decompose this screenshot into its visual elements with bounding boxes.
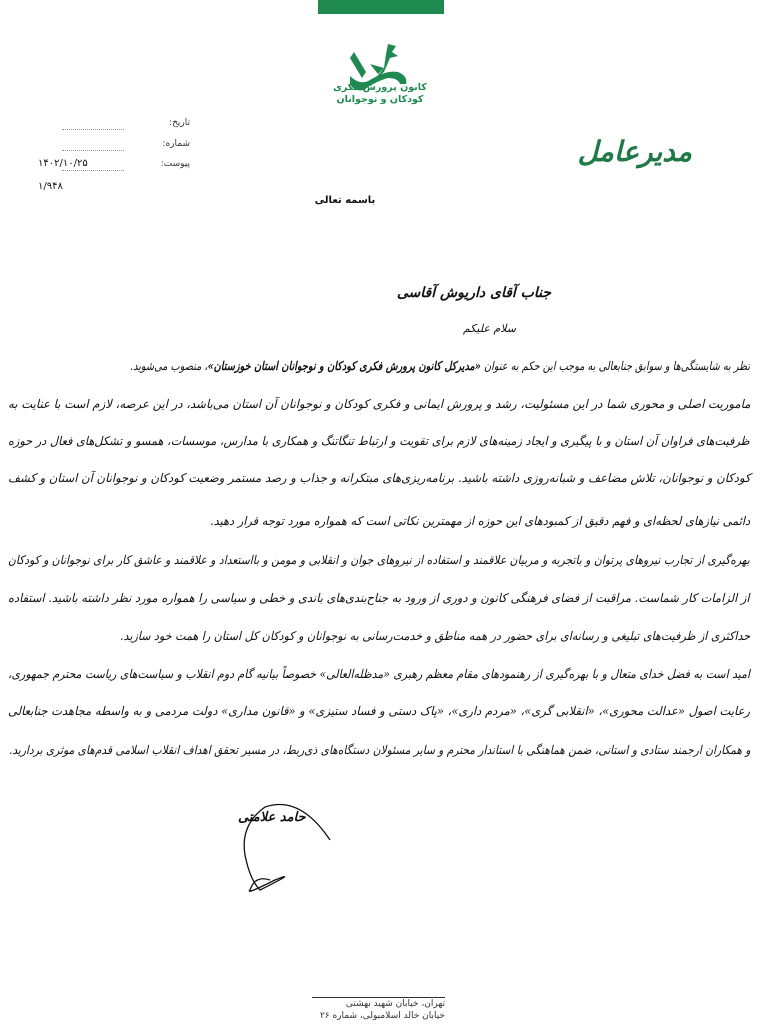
- body-line-10: رعایت اصول «عدالت محوری»، «انقلابی گری»، «مردم داری»، «پاک دستی و فساد ستیزی» و «قانون مداری» دولت مردمی و به واسطه مجاهدت جنابعالی: [8, 704, 750, 718]
- footer-address-line1: تهران، خیابان شهید بهشتی: [345, 999, 445, 1009]
- body-line-11: و همکاران ارجمند ستادی و استانی، ضمن هماهنگی با استاندار محترم و سایر مسئولان دستگاه‌های ذی‌ربط، در مسیر تحقق اهداف انقلاب اسلامی قدم‌های موثری بردارید.: [8, 743, 750, 757]
- date-label: تاریخ:: [169, 118, 190, 128]
- body-line-6: بهره‌گیری از تجارب نیروهای پرتوان و باتجربه و مربیان علاقمند و استفاده از نیروهای جوان و انقلابی و مومن و بااستعداد و علاقمند و عاشق کار برای نوجوانان و کودکان: [8, 553, 750, 567]
- org-name-line2: کودکان و نوجوانان: [336, 94, 424, 105]
- organization-name: [330, 82, 430, 106]
- body-line-3: ظرفیت‌های فراوان آن استان و با پیگیری و ایجاد زمینه‌های لازم برای تقویت و ارتباط تنگاتنگ و همکاری با مدارس، موسسات، همسو و تشکل‌های فعال در حوزه: [8, 434, 750, 448]
- org-name-line1: کانون پرورش فکری: [333, 82, 427, 93]
- body-line-1: [130, 359, 750, 373]
- footer-address-line2: خیابان خالد اسلامبولی، شماره ۲۶: [319, 1011, 445, 1021]
- body-line-4: کودکان و نوجوانان، تلاش مضاعف و شبانه‌روزی داشته باشید. برنامه‌ریزی‌های مبتکرانه و جذاب و رصد مستمر وضعیت کودکان و نوجوانان آن استان و کشف: [7, 471, 750, 485]
- number-label: شماره:: [162, 139, 190, 149]
- greeting: سلام علیکم: [462, 322, 516, 335]
- body-line-7: از الزامات کار شماست. مراقبت از فضای فرهنگی کانون و دوری از ورود به جناح‌بندی‌های باندی و خطی و سیاسی را همواره مورد نظر داشته باشید. استفاده: [8, 591, 750, 605]
- number-value: ۱/۹۴۸: [38, 181, 63, 192]
- body-line-8: حداکثری از ظرفیت‌های تبلیغی و رسانه‌ای برای حضور در همه مناطق و خدمت‌رسانی به نوجوانان و کودکان کل استان را همت خود سازید.: [119, 629, 750, 643]
- date-dotted-line: [62, 129, 124, 130]
- bismillah-heading: باسمه تعالی: [314, 195, 376, 206]
- attachment-label: پیوست:: [160, 159, 190, 169]
- organization-logo: [340, 38, 420, 118]
- letterhead-top-bar: [318, 0, 444, 14]
- body-text: نظر به شایستگی‌ها و سوابق جنابعالی به موجب این حکم به عنوان: [480, 359, 750, 373]
- ceo-title: مدیرعامل: [577, 135, 692, 168]
- attachment-dotted-line: [62, 170, 124, 171]
- number-dotted-line: [62, 150, 124, 151]
- body-line-2: ماموریت اصلی و محوری شما در این مسئولیت، رشد و پرورش ایمانی و فکری کودکان و نوجوانان آن استان می‌باشد، در این عرصه، لازم است با عنایت به: [7, 397, 750, 411]
- addressee: جناب آقای داریوش آقاسی: [396, 285, 551, 301]
- appointment-title: «مدیرکل کانون پرورش فکری کودکان و نوجوانان استان خوزستان»: [207, 359, 481, 373]
- body-line-5: دائمی نیازهای لحظه‌ای و فهم دقیق از کمبودهای این حوزه از مهمترین نکاتی است که همواره مورد توجه قرار دهید.: [209, 514, 750, 528]
- date-value: ۱۴۰۲/۱۰/۲۵: [38, 158, 88, 169]
- body-line-9: امید است به فضل خدای متعال و با بهره‌گیری از رهنمودهای مقام معظم رهبری «مدظله‌العالی» خصوصاً بیانیه گام دوم انقلاب و سیاست‌های ریاست محترم جمهوری،: [8, 667, 750, 681]
- body-text: ، منصوب می‌شوید.: [130, 359, 208, 373]
- footer-divider: [312, 997, 445, 998]
- signatory-name: حامد علامتی: [238, 810, 306, 825]
